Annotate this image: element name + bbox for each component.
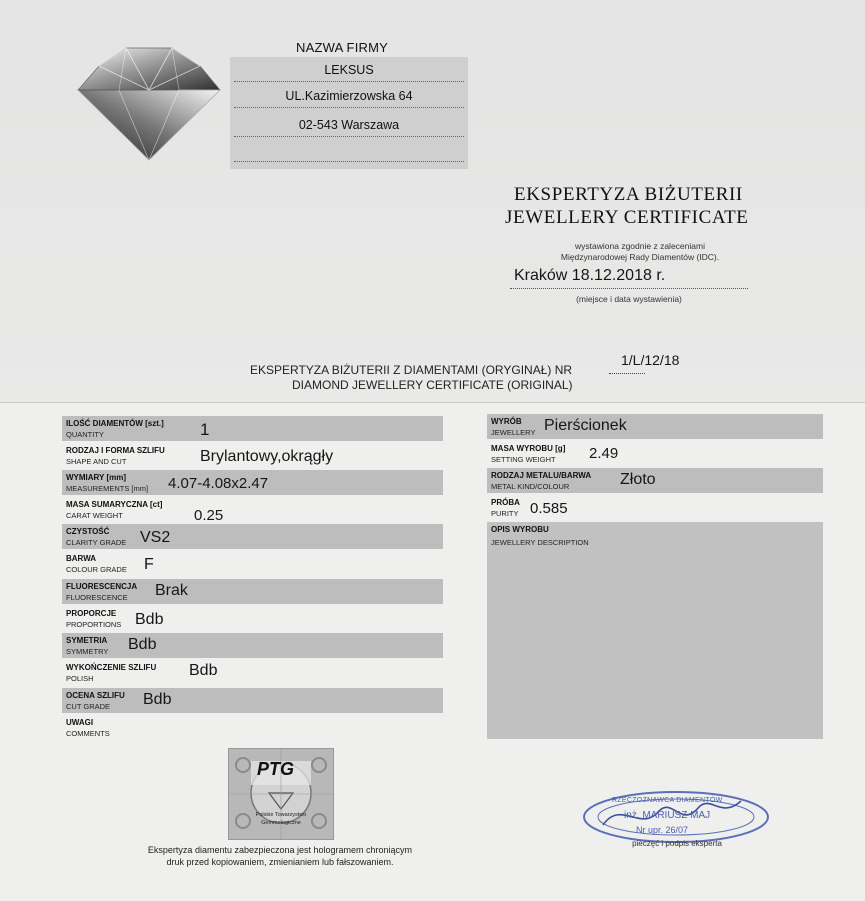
hologram-note-1: Ekspertyza diamentu zabezpieczona jest hologramem chroniącym xyxy=(147,845,413,855)
field-shape-cut xyxy=(62,443,443,468)
field-value: Bdb xyxy=(128,636,157,653)
field-value: VS2 xyxy=(140,529,171,546)
place-date-line xyxy=(510,288,748,289)
field-quantity xyxy=(62,416,443,441)
hologram-seal xyxy=(228,748,334,840)
field-sublabel: COLOUR GRADE xyxy=(66,565,127,574)
certificate-number: 1/L/12/18 xyxy=(621,352,680,368)
field-comments xyxy=(62,715,443,740)
field-sublabel: QUANTITY xyxy=(66,430,104,439)
company-name: LEKSUS xyxy=(324,63,374,77)
certificate-header-en: DIAMOND JEWELLERY CERTIFICATE (ORIGINAL) xyxy=(292,378,573,392)
field-sublabel: FLUORESCENCE xyxy=(66,593,128,602)
field-label: WYKOŃCZENIE SZLIFU xyxy=(66,663,157,672)
certificate-title-en: JEWELLERY CERTIFICATE xyxy=(505,207,749,228)
place-date-label: (miejsce i data wystawienia) xyxy=(576,294,682,304)
field-value: Brylantowy,okrągły xyxy=(200,448,334,465)
field-label: WYMIARY [mm] xyxy=(66,473,126,482)
field-sublabel: SHAPE AND CUT xyxy=(66,457,127,466)
field-label: BARWA xyxy=(66,554,97,563)
field-value: Brak xyxy=(155,582,188,599)
field-sublabel: METAL KIND/COLOUR xyxy=(491,482,570,491)
field-sublabel: PURITY xyxy=(491,509,519,518)
field-value: 1 xyxy=(200,420,210,439)
dotted-line xyxy=(234,160,464,162)
field-label: ILOŚĆ DIAMENTÓW [szt.] xyxy=(66,419,164,428)
certificate-header-pl: EKSPERTYZA BIŻUTERII Z DIAMENTAMI (ORYGINAŁ) NR xyxy=(250,363,573,377)
field-value: Bdb xyxy=(143,691,172,708)
signature-label: pieczęć i podpis eksperta xyxy=(632,839,722,848)
field-value: Bdb xyxy=(189,662,218,679)
company-title: NAZWA FIRMY xyxy=(296,40,388,55)
field-clarity xyxy=(62,524,443,549)
field-label: OCENA SZLIFU xyxy=(66,691,125,700)
field-value: 0.585 xyxy=(530,500,568,517)
stamp-text-3: Nr upr. 26/07 xyxy=(636,825,689,835)
field-label: MASA WYROBU [g] xyxy=(491,444,566,453)
field-carat-weight xyxy=(62,497,443,522)
hologram-subtext-2: Gemmologiczne xyxy=(261,820,301,826)
field-symmetry xyxy=(62,633,443,658)
hologram-note-2: druk przed kopiowaniem, zmienianiem lub fałszowaniem. xyxy=(166,857,394,867)
field-value: 2.49 xyxy=(589,445,619,462)
issued-note-1: wystawiona zgodnie z zaleceniami xyxy=(575,241,705,251)
field-jewellery xyxy=(487,414,823,439)
dotted-line xyxy=(234,80,464,82)
field-label: PRÓBA xyxy=(491,498,520,507)
field-value: Złoto xyxy=(620,471,656,488)
field-sublabel: JEWELLERY xyxy=(491,428,536,437)
company-street: UL.Kazimierzowska 64 xyxy=(285,89,413,103)
field-colour xyxy=(62,551,443,576)
place-date: Kraków 18.12.2018 r. xyxy=(514,267,666,284)
field-sublabel: CLARITY GRADE xyxy=(66,538,127,547)
field-value: F xyxy=(144,556,154,573)
field-sublabel: COMMENTS xyxy=(66,729,110,738)
field-sublabel: PROPORTIONS xyxy=(66,620,122,629)
company-city: 02-543 Warszawa xyxy=(298,118,400,132)
field-sublabel: CARAT WEIGHT xyxy=(66,511,123,520)
field-measurements xyxy=(62,470,443,495)
hologram-subtext-1: Polskie Towarzystwo xyxy=(255,812,307,818)
field-proportions xyxy=(62,606,443,631)
field-label: RODZAJ I FORMA SZLIFU xyxy=(66,446,165,455)
field-metal-kind xyxy=(487,468,823,493)
company-box xyxy=(230,57,468,169)
field-purity xyxy=(487,495,823,520)
field-label: PROPORCJE xyxy=(66,609,117,618)
field-fluorescence xyxy=(62,579,443,604)
certificate-title-pl: EKSPERTYZA BIŻUTERII xyxy=(514,184,743,205)
field-sublabel: POLISH xyxy=(66,674,94,683)
field-label: WYRÓB xyxy=(491,417,522,426)
field-label: UWAGI xyxy=(66,718,94,727)
field-label: FLUORESCENCJA xyxy=(66,582,138,591)
dotted-line xyxy=(234,106,464,108)
diamond-image xyxy=(74,42,224,164)
field-value: Pierścionek xyxy=(544,417,627,434)
field-sublabel: JEWELLERY DESCRIPTION xyxy=(491,538,589,547)
field-description xyxy=(487,522,823,739)
number-dots xyxy=(609,373,645,374)
field-label: OPIS WYROBU xyxy=(491,525,549,534)
field-value: Bdb xyxy=(135,611,164,628)
stamp-text-2: inż. MARIUSZ MAJ xyxy=(624,810,711,821)
field-label: CZYSTOŚĆ xyxy=(66,527,110,536)
field-value: 0.25 xyxy=(194,507,224,524)
field-label: RODZAJ METALU/BARWA xyxy=(491,471,592,480)
field-value: 4.07-4.08x2.47 xyxy=(168,475,269,492)
field-setting-weight xyxy=(487,441,823,466)
field-cut-grade xyxy=(62,688,443,713)
dotted-line xyxy=(234,135,464,137)
field-label: MASA SUMARYCZNA [ct] xyxy=(66,500,163,509)
field-sublabel: CUT GRADE xyxy=(66,702,111,711)
field-label: SYMETRIA xyxy=(66,636,108,645)
hologram-text: PTG xyxy=(257,759,295,779)
field-polish xyxy=(62,660,443,685)
issued-note-2: Międzynarodowej Rady Diamentów (IDC). xyxy=(560,252,720,262)
field-sublabel: SYMMETRY xyxy=(66,647,109,656)
field-sublabel: SETTING WEIGHT xyxy=(491,455,556,464)
stamp-text-1: RZECZOZNAWCA DIAMENTÓW xyxy=(612,797,723,804)
field-sublabel: MEASUREMENTS [mm] xyxy=(66,484,149,493)
